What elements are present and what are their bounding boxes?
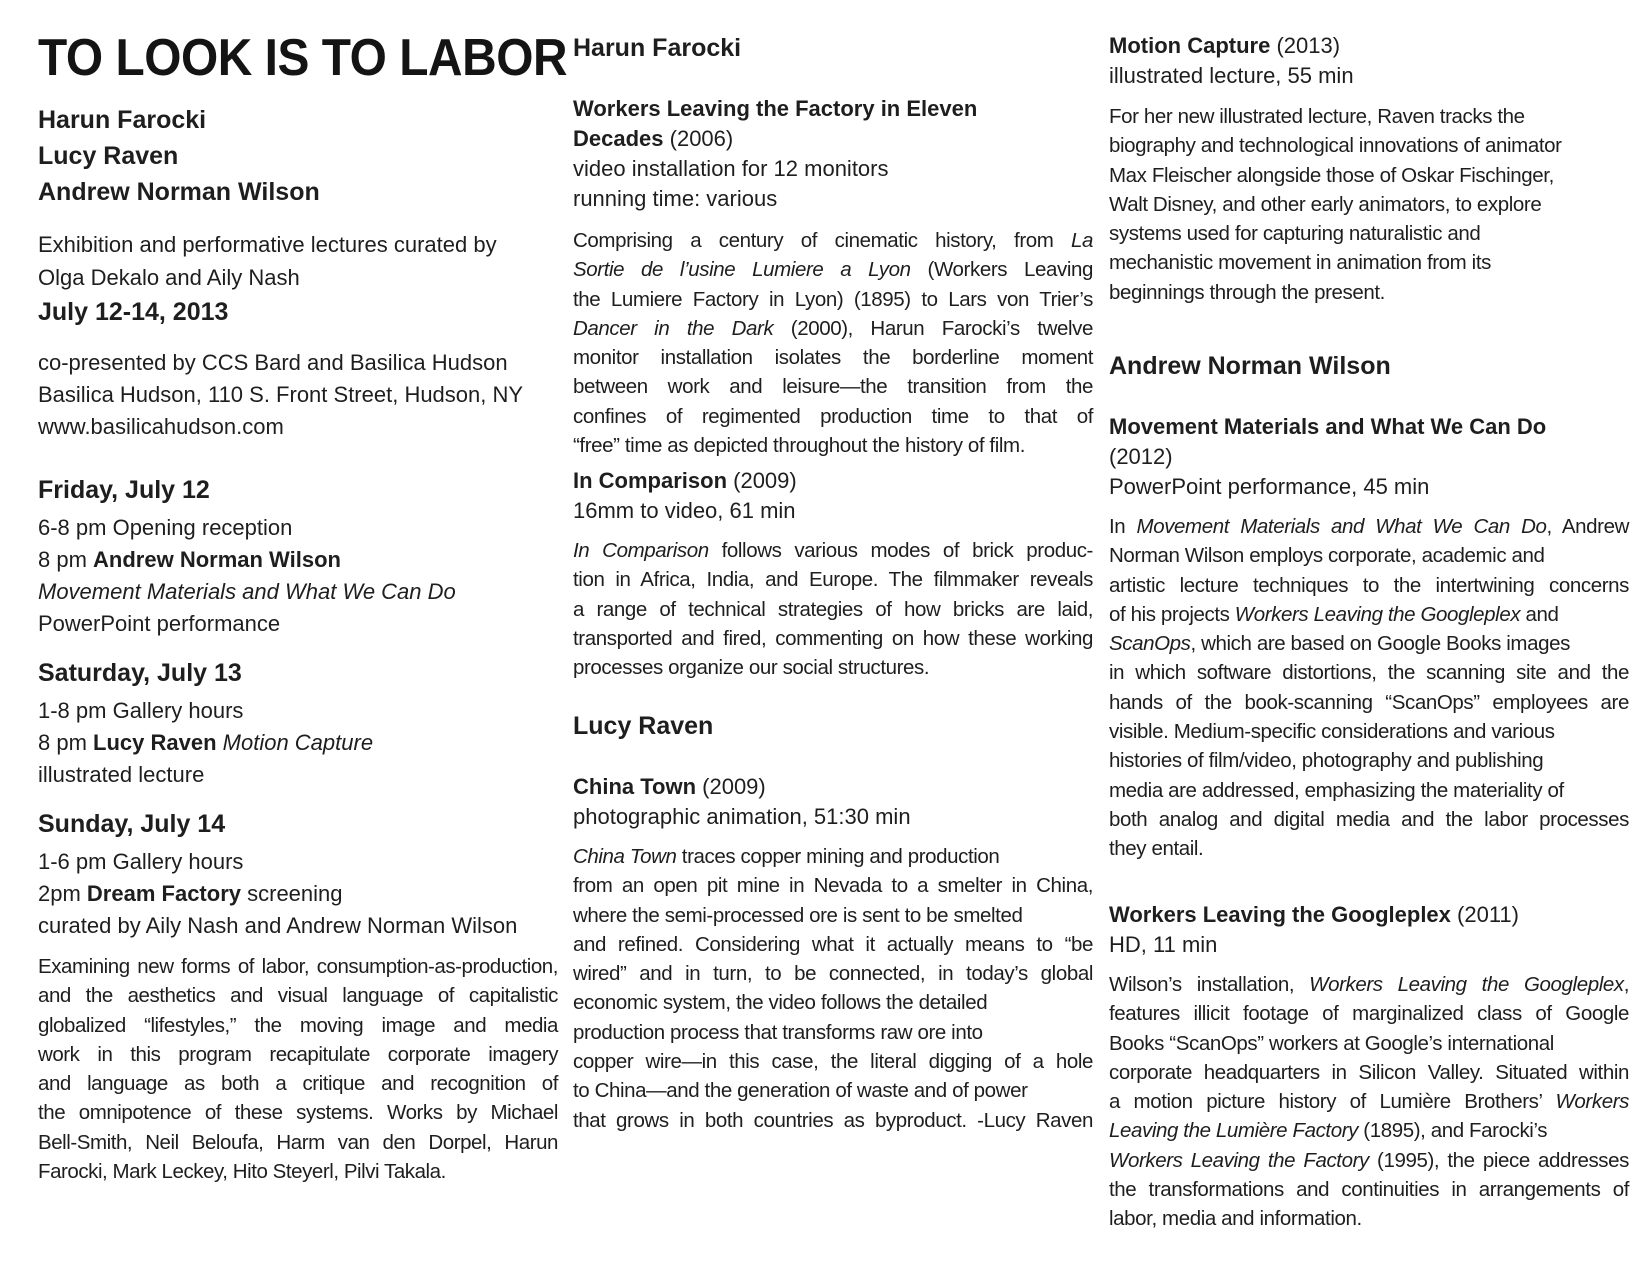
schedule-line: 1-8 pm Gallery hours xyxy=(38,698,244,723)
work-meta: PowerPoint performance, 45 min xyxy=(1109,474,1430,499)
work-meta: running time: various xyxy=(573,186,778,211)
work-year: (2012) xyxy=(1109,444,1173,469)
work-title: In Comparison (2009) xyxy=(573,468,797,493)
work-meta: HD, 11 min xyxy=(1109,932,1218,957)
schedule-day: Friday, July 12 xyxy=(38,476,210,504)
schedule-line: 2pm Dream Factory screening xyxy=(38,881,343,906)
work-meta: video installation for 12 monitors xyxy=(573,156,889,181)
work-description: In Comparison follows various modes of brick produc- tion in Africa, India, and Europe. The filmmaker reveals a range of technical strategies of how bricks are laid, transported and fired, commenting on how these working processes organize our social structures. xyxy=(573,539,1093,680)
artist-heading: Lucy Raven xyxy=(573,712,714,740)
work-description: Comprising a century of cinematic history, from La Sortie de l’usine Lumiere a Lyon (Workers Leaving the Lumiere Factory in Lyon) (1895) to Lars von Trier’s Dancer in the Dark (2000), Harun Farocki’s twelve monitor installation isolates the borderline moment between work and leisure—the transition from the confines of regimented production time to that of “free” time as depicted throughout the history of film. xyxy=(573,229,1093,458)
work-title: Workers Leaving the Factory in Eleven xyxy=(573,96,978,121)
artist-name: Andrew Norman Wilson xyxy=(38,178,320,206)
work-title: Motion Capture (2013) xyxy=(1109,33,1341,58)
work-description: Wilson’s installation, Workers Leaving the Googleplex, features illicit footage of marginalized class of Google Books “ScanOps” workers at Google’s international corporate headquarters in Silicon Valley. Situated within a motion picture history of Lumière Brothers’ Workers Leaving the Lumière Factory (1895), and Farocki’s Workers Leaving the Factory (1995), the piece addresses the transformations and continuities in arrangements of labor, media and information. xyxy=(1109,973,1629,1231)
schedule-line: curated by Aily Nash and Andrew Norman Wilson xyxy=(38,913,518,938)
page-title: TO LOOK IS TO LABOR xyxy=(38,29,568,87)
venue-line: Basilica Hudson, 110 S. Front Street, Hudson, NY xyxy=(38,382,524,407)
schedule-line: PowerPoint performance xyxy=(38,611,281,636)
work-meta: illustrated lecture, 55 min xyxy=(1109,63,1354,88)
work-meta: photographic animation, 51:30 min xyxy=(573,804,911,829)
schedule-line: illustrated lecture xyxy=(38,762,205,787)
work-title: Movement Materials and What We Can Do xyxy=(1109,414,1547,439)
work-description: For her new illustrated lecture, Raven tracks the biography and technological innovations of animator Max Fleischer alongside those of Oskar Fischinger, Walt Disney, and other early animators, to explore systems used for capturing naturalistic and mechanistic movement in animation from its beginnings through the present. xyxy=(1109,105,1562,304)
artist-name: Lucy Raven xyxy=(38,142,179,170)
work-description: China Town traces copper mining and production from an open pit mine in Nevada to a smelter in China, where the semi-processed ore is sent to be smelted and refined. Considering what it actually means to “be wired” and in turn, to be connected, in today’s global economic system, the video follows the detailed production process that transforms raw ore into copper wire—in this case, the literal digging of a hole to China—and the generation of waste and of power that grows in both countries as byproduct. -Lucy Raven xyxy=(573,845,1093,1132)
venue-url: www.basilicahudson.com xyxy=(38,414,284,439)
work-title: Workers Leaving the Googleplex (2011) xyxy=(1109,902,1519,927)
curation-line: Exhibition and performative lectures curated by xyxy=(38,232,497,257)
curation-line: Olga Dekalo and Aily Nash xyxy=(38,265,300,290)
schedule-day: Saturday, July 13 xyxy=(38,659,242,687)
schedule-line: 1-6 pm Gallery hours xyxy=(38,849,244,874)
exhibition-dates: July 12-14, 2013 xyxy=(38,298,229,326)
schedule-line: 8 pm Lucy Raven Motion Capture xyxy=(38,730,374,755)
work-description: In Movement Materials and What We Can Do, Andrew Norman Wilson employs corporate, academic and artistic lecture techniques to the intertwining concerns of his projects Workers Leaving the Googleplex and ScanOps, which are based on Google Books images in which software distortions, the scanning site and the hands of the book-scanning “ScanOps” employees are visible. Medium-specific considerations and various histories of film/video, photography and publishing media are addressed, emphasizing the materiality of both analog and digital media and the labor processes they entail. xyxy=(1109,515,1630,861)
artist-name: Harun Farocki xyxy=(38,106,207,134)
schedule-day: Sunday, July 14 xyxy=(38,810,226,838)
artist-heading: Harun Farocki xyxy=(573,34,742,62)
schedule-line: Movement Materials and What We Can Do xyxy=(38,579,456,604)
work-meta: 16mm to video, 61 min xyxy=(573,498,796,523)
schedule-line: 6-8 pm Opening reception xyxy=(38,515,293,540)
schedule-line: 8 pm Andrew Norman Wilson xyxy=(38,547,341,572)
program-description: Examining new forms of labor, consumption-as-production, and the aesthetics and visual language of capitalistic globalized “lifestyles,” the moving image and media work in this program recapitulate corporate imagery and language as both a critique and recognition of the omnipotence of these systems. Works by Michael Bell-Smith, Neil Beloufa, Harm van den Dorpel, Harun Farocki, Mark Leckey, Hito Steyerl, Pilvi Takala. xyxy=(38,955,558,1184)
work-title: Decades (2006) xyxy=(573,126,734,151)
artist-heading: Andrew Norman Wilson xyxy=(1109,352,1391,380)
work-title: China Town (2009) xyxy=(573,774,766,799)
venue-line: co-presented by CCS Bard and Basilica Hudson xyxy=(38,350,508,375)
